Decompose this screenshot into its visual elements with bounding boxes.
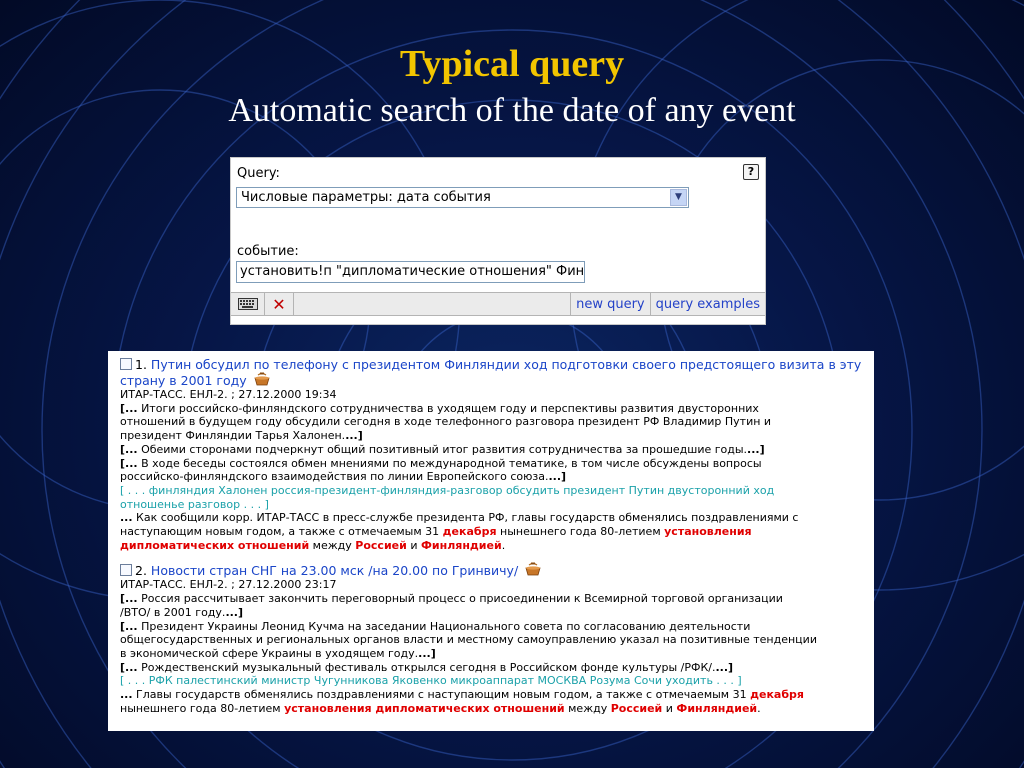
snippet: [... В ходе беседы состоялся обмен мнениями по международной тематике, в том числе обсуждены вопросы российско-финляндского взаимодействия по линии Европейского союза....] xyxy=(120,456,762,484)
new-query-link[interactable]: new query xyxy=(571,293,651,315)
highlight-russia: Россией xyxy=(610,701,663,715)
help-icon[interactable]: ? xyxy=(743,164,759,180)
result-checkbox[interactable] xyxy=(120,358,132,370)
snippet: [... Рождественский музыкальный фестиваль открылся сегодня в Российском фонде культуры /РФК/....] xyxy=(120,660,734,674)
query-toolbar xyxy=(231,292,765,316)
snippet: [... Президент Украины Леонид Кучма на заседании Национального совета по согласованию деятельности общегосударственных и региональных органов власти и местному самоуправлению указал на позитивные тенденции в экономической сфере Украины в уходящем году....] xyxy=(120,619,817,660)
highlight-phrase: дипломатических отношений xyxy=(120,538,310,552)
highlight-date: декабря xyxy=(442,525,497,539)
pot-icon[interactable] xyxy=(525,562,541,577)
highlight-finland: Финляндией xyxy=(420,538,502,552)
result-source: ИТАР-ТАСС. ЕНЛ-2. ; 27.12.2000 23:17 xyxy=(120,578,337,592)
slide-title: Typical query xyxy=(399,43,625,85)
highlight-phrase: установления дипломатических отношений xyxy=(284,701,565,715)
result-source: ИТАР-ТАСС. ЕНЛ-2. ; 27.12.2000 19:34 xyxy=(120,388,337,401)
query-type-select[interactable] xyxy=(236,187,689,208)
close-icon: ✕ xyxy=(272,294,286,314)
result-excerpt: ... Как сообщили корр. ИТАР-ТАСС в пресс-службе президента РФ, главы государств обменялись поздравлениями с наступающим новым годом, а также с отмечаемым 31 декабря нынешнего года 80-летием установления дипломатических отношений между Россией и Финляндией. xyxy=(120,511,799,552)
result-excerpt: ... Главы государств обменялись поздравлениями с наступающим новым годом, а также с отмечаемым 31 декабря нынешнего года 80-летием установления дипломатических отношений между Россией и Финляндией. xyxy=(120,688,804,715)
highlight-date: декабря xyxy=(750,688,804,702)
chevron-down-icon[interactable]: ▼ xyxy=(670,189,687,206)
clear-button[interactable] xyxy=(265,293,294,315)
result-item xyxy=(120,562,870,715)
event-label: событие: xyxy=(237,244,299,259)
highlight-phrase: установления xyxy=(664,525,752,539)
result-item xyxy=(120,357,870,552)
slide-subtitle: Automatic search of the date of any event xyxy=(228,92,796,129)
keyboard-button[interactable] xyxy=(231,293,265,315)
keyboard-icon xyxy=(238,298,258,310)
query-label: Query: xyxy=(237,166,280,181)
query-type-value: Числовые параметры: дата события xyxy=(241,190,491,205)
toolbar-spacer xyxy=(294,293,571,315)
highlight-finland: Финляндией xyxy=(676,701,758,715)
result-checkbox[interactable] xyxy=(120,564,132,576)
snippet: [... Россия рассчитывает закончить переговорный процесс о присоединении к Всемирной торговой организации /ВТО/ в 2001 году....] xyxy=(120,592,783,619)
event-input[interactable]: установить!п "дипломатические отношения" Фин xyxy=(236,261,585,283)
result-number: 1. xyxy=(135,357,147,372)
snippet: [... Итоги российско-финляндского сотрудничества в уходящем году и перспективы развития двусторонних отношений в будущем году обсудили сегодня в ходе телефонного разговора президент РФ Владимир Путин и президент Финляндии Тарья Халонен....] xyxy=(120,401,772,443)
search-results xyxy=(108,351,874,731)
result-title-link[interactable]: Путин обсудил по телефону с президентом Финляндии ход подготовки своего предстоящего визита в эту xyxy=(150,357,862,372)
result-title-link-cont[interactable]: страну в 2001 году xyxy=(120,373,247,388)
highlight-russia: Россией xyxy=(355,538,407,552)
query-form xyxy=(230,157,766,325)
result-number: 2. xyxy=(135,563,147,579)
query-examples-link[interactable]: query examples xyxy=(655,296,760,312)
result-keywords: [ . . . финляндия Халонен россия-президент-финляндия-разговор обсудить президент Путин двусторонний ход отношенье разговор . . . ] xyxy=(120,483,775,511)
result-keywords: [ . . . РФК палестинский министр Чугунникова Яковенко микроаппарат МОСКВА Розума Сочи уходить . . . ] xyxy=(120,674,742,688)
result-header xyxy=(120,357,870,388)
result-header xyxy=(120,562,870,578)
result-title-link[interactable]: Новости стран СНГ на 23.00 мск /на 20.00 по Гринвичу/ xyxy=(150,563,519,579)
pot-icon[interactable] xyxy=(254,372,270,387)
snippet: [... Обеими сторонами подчеркнут общий позитивный итог развития сотрудничества за прошедшие годы....] xyxy=(120,442,765,456)
